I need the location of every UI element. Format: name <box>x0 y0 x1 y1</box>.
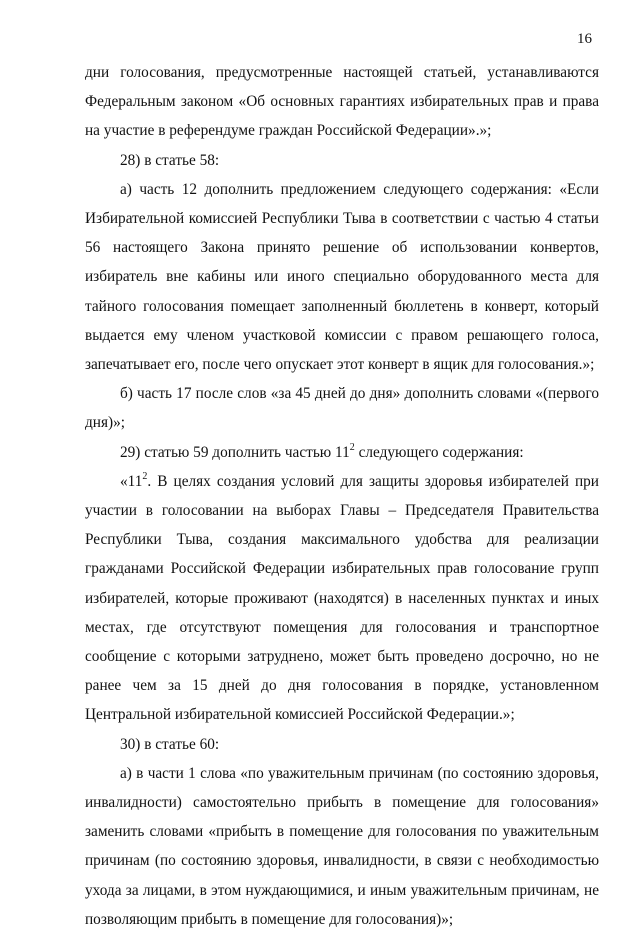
superscript: 2 <box>349 441 355 453</box>
paragraph-text: . В целях создания условий для защиты здоровья избирателей при участии в голосовании на выборах Главы – Председателя Правительства Республики Тыва, создания максимального удобства для реализации гражданами Российской Федерации избирательных прав голосование групп избирателей, которые проживают (находятся) в населенных пунктах и иных местах, где отсутствуют помещения для голосования и транспортное сообщение с которыми затруднено, может быть проведено досрочно, но не ранее чем за 15 дней до дня голосования в порядке, установленном Центральной избирательной комиссией Российской Федерации.»; <box>85 472 599 724</box>
paragraph-text: 29) статью 59 дополнить частью 11 <box>120 443 350 461</box>
paragraph-item-30: 30) в статье 60: <box>120 735 220 753</box>
document-body <box>85 58 599 934</box>
paragraph-text: «11 <box>120 472 143 490</box>
paragraph-part-11-2 <box>85 467 599 730</box>
paragraph-item-29 <box>85 438 599 467</box>
paragraph-item-28a: а) часть 12 дополнить предложением следующего содержания: «Если Избирательной комиссией Республики Тыва в соответствии с частью 4 статьи 56 настоящего Закона принято решение об использовании конвертов, избиратель вне кабины или иного специально оборудованного места для тайного голосования помещает заполненный бюллетень в конверт, который выдается ему членом участковой комиссии с правом решающего голоса, запечатывает его, после чего опускает этот конверт в ящик для голосования.»; <box>85 180 599 374</box>
paragraph-text: следующего содержания: <box>354 443 524 461</box>
paragraph-item-30a: а) в части 1 слова «по уважительным причинам (по состоянию здоровья, инвалидности) самостоятельно прибыть в помещение для голосования» заменить словами «прибыть в помещение для голосования по уважительным причинам (по состоянию здоровья, инвалидности, в связи с необходимостью ухода за лицами, в этом нуждающимися, и иным уважительным причинам, не позволяющим прибыть в помещение для голосования)»; <box>85 764 599 928</box>
paragraph-item-28b: б) часть 17 после слов «за 45 дней до дня» дополнить словами «(первого дня)»; <box>85 385 599 432</box>
paragraph-item-28: 28) в статье 58: <box>120 151 220 169</box>
paragraph-continuation: дни голосования, предусмотренные настоящей статьей, устанавливаются Федеральным законом «Об основных гарантиях избирательных прав и права на участие в референдуме граждан Российской Федерации».»; <box>85 64 599 140</box>
page-number: 16 <box>577 31 592 47</box>
superscript: 2 <box>142 470 148 482</box>
